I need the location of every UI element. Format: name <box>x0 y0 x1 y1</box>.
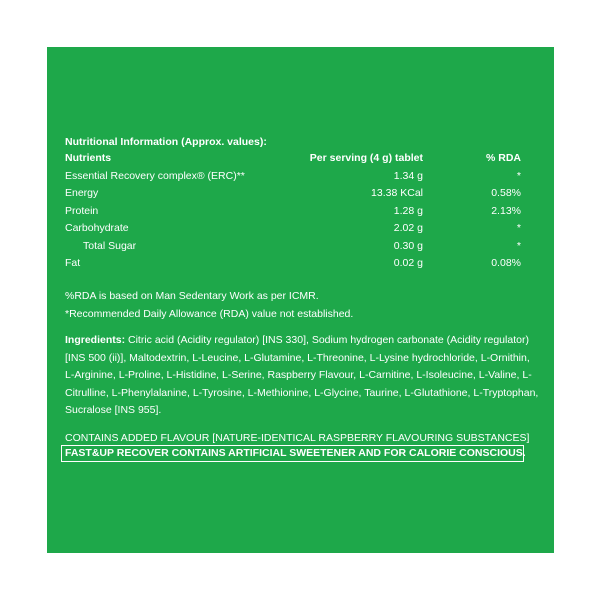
flavour-statement: CONTAINS ADDED FLAVOUR [NATURE-IDENTICAL RASPBERRY FLAVOURING SUBSTANCES] <box>65 432 530 444</box>
table-row <box>65 168 527 186</box>
nutrition-table-header <box>65 150 527 168</box>
sweetener-warning-box: FAST&UP RECOVER CONTAINS ARTIFICIAL SWEETENER AND FOR CALORIE CONSCIOUS. <box>61 445 524 462</box>
nutrient-value: 1.34 g <box>393 169 423 182</box>
nutrient-rda: * <box>516 222 521 234</box>
table-row <box>65 238 527 256</box>
nutrient-value: 2.02 g <box>393 222 423 234</box>
ingredients-label: Ingredients: <box>65 334 126 346</box>
nutrient-name: Total Sugar <box>83 239 137 252</box>
rda-note-basis: %RDA is based on Man Sedentary Work as per ICMR. <box>65 290 319 302</box>
nutrient-value: 0.02 g <box>393 257 423 269</box>
nutrient-rda: * <box>516 169 521 182</box>
header-nutrients: Nutrients <box>65 152 112 164</box>
nutrient-value: 0.30 g <box>393 239 423 252</box>
nutrient-name: Energy <box>65 187 99 199</box>
nutrition-table <box>65 150 527 273</box>
nutrient-rda: 2.13% <box>491 204 521 217</box>
table-row <box>65 203 527 221</box>
table-row <box>65 220 527 238</box>
ingredients-text: Citric acid (Acidity regulator) [INS 330], Sodium hydrogen carbonate (Acidity regulator) [INS 500 (ii)], Maltodextrin, L-Leucine, L-Glutamine, L-Threonine, L-Lysine hydrochloride, L-Ornithin, L-Arginine, L-Proline, L-Histidine, L-Serine, Raspberry Flavour, L-Carnitine, L-Isoleucine, L-Valine, L-Citrulline, L-Phenylalanine, L-Tyrosine, L-Methionine, L-Glycine, Taurine, L-Glutathione, L-Tryptophan, Sucralose [INS 955]. <box>65 334 539 416</box>
header-per-serving: Per serving (4 g) tablet <box>309 152 423 164</box>
nutrient-name: Protein <box>65 204 99 217</box>
rda-note-asterisk: *Recommended Daily Allowance (RDA) value not established. <box>65 307 354 320</box>
nutrition-label-panel <box>47 47 554 553</box>
nutrient-name: Carbohydrate <box>65 222 129 234</box>
table-row <box>65 185 527 203</box>
nutrient-value: 1.28 g <box>393 204 423 217</box>
table-row <box>65 255 527 273</box>
nutrient-name: Essential Recovery complex® (ERC)** <box>65 169 245 182</box>
nutrient-rda: 0.08% <box>491 257 521 269</box>
nutrient-rda: * <box>516 239 521 252</box>
rda-notes <box>65 288 535 323</box>
header-rda: % RDA <box>485 152 521 164</box>
nutrient-name: Fat <box>65 257 81 269</box>
nutrition-title: Nutritional Information (Approx. values): <box>65 136 267 148</box>
nutrient-value: 13.38 KCal <box>371 187 423 199</box>
nutrient-rda: 0.58% <box>491 187 521 199</box>
ingredients-paragraph <box>65 332 539 420</box>
